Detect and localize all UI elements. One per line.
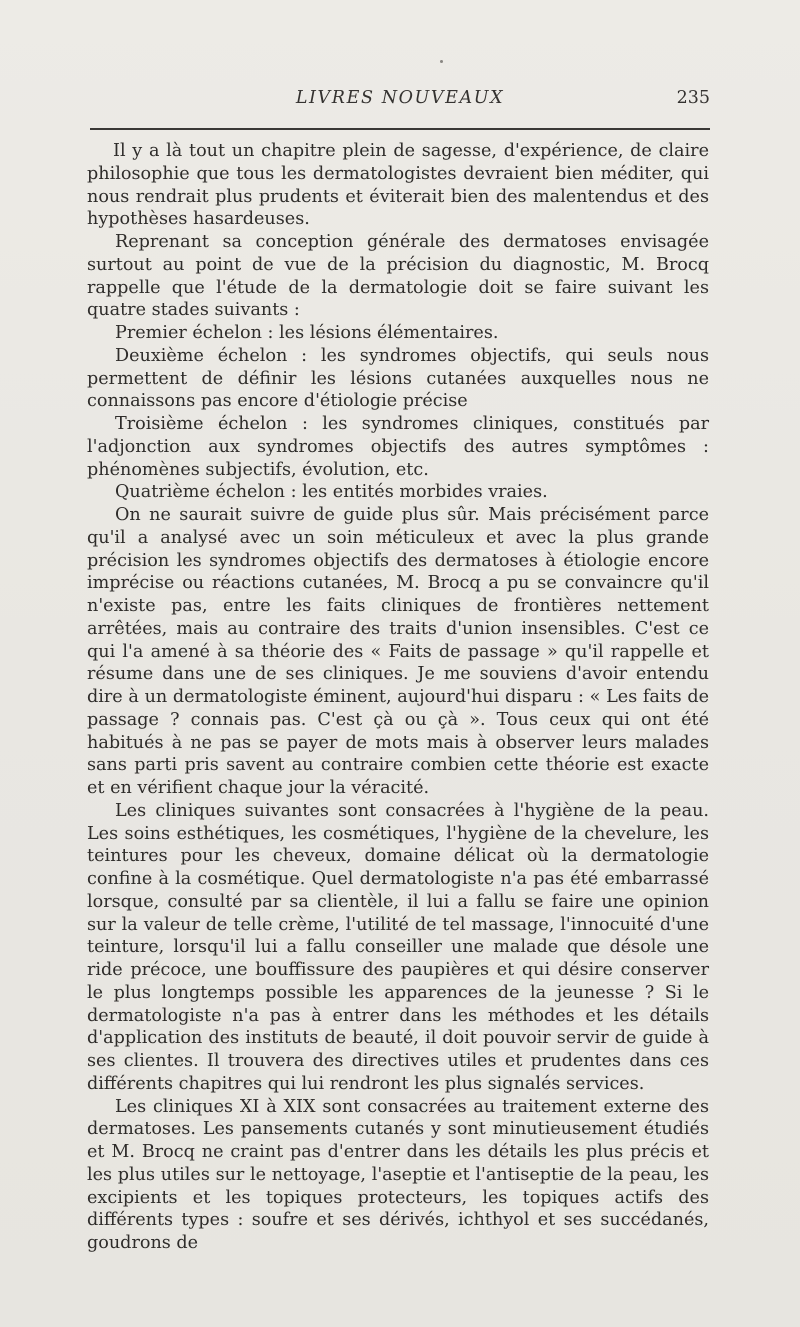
paragraph-6: Quatrième échelon : les entités morbides vraies. [115, 482, 548, 503]
page-number: 235 [676, 88, 710, 108]
paragraph-5: Troisième échelon : les syndromes cliniques, constitués par l'adjonction aux syndromes objectifs des autres symptômes : phénomènes subjectifs, évolution, etc. [87, 414, 709, 480]
paragraph-3: Premier échelon : les lésions élémentaires. [115, 323, 499, 343]
print-speck [440, 60, 443, 63]
paragraph-1: Il y a là tout un chapitre plein de sagesse, d'expérience, de claire philosophie que tous les dermatologistes devraient bien méditer, qui nous rendrait plus prudents et éviterait bien des malentendus et des hypothèses hasardeuses. [87, 141, 709, 230]
paragraph-8: Les cliniques suivantes sont consacrées à l'hygiène de la peau. Les soins esthétiques, les cosmétiques, l'hygiène de la chevelure, les teintures pour les cheveux, domaine délicat où la dermatologie confine à la cosmétique. Quel dermatologiste n'a pas été embarrassé lorsque, consulté par sa clientèle, il lui a fallu se faire une opinion sur la valeur de telle crème, l'utilité de tel massage, l'innocuité d'une teinture, lorsqu'il lui a fallu conseiller une malade que désole une ride précoce, une bouffissure des paupières et qui désire conserver le plus longtemps possible les apparences de la jeunesse ? Si le dermatologiste n'a pas à entrer dans les méthodes et les détails d'application des instituts de beauté, il doit pouvoir servir de guide à ses clientes. Il trouvera des directives utiles et prudentes dans ces différents chapitres qui lui rendront les plus signalés services. [87, 800, 709, 1094]
running-head [90, 88, 710, 118]
header-rule [90, 128, 710, 130]
paragraph-9: Les cliniques XI à XIX sont consacrées au traitement externe des dermatoses. Les pansements cutanés y sont minutieusement étudiés et M. Brocq ne craint pas d'entrer dans les détails les plus précis et les plus utiles sur le nettoyage, l'aseptie et l'antiseptie de la peau, les excipients et les topiques protecteurs, les topiques actifs des différents types : soufre et ses dérivés, ichthyol et ses succédanés, goudrons de [87, 1096, 709, 1253]
running-title: LIVRES NOUVEAUX [295, 88, 505, 108]
body-text [87, 140, 709, 1255]
paragraph-2: Reprenant sa conception générale des dermatoses envisagée surtout au point de vue de la précision du diagnostic, M. Brocq rappelle que l'étude de la dermatologie doit se faire suivant les quatre stades suivants : [87, 232, 709, 321]
paragraph-4: Deuxième échelon : les syndromes objectifs, qui seuls nous permettent de définir les lésions cutanées auxquelles nous ne connaissons pas encore d'étiologie précise [87, 345, 709, 412]
paragraph-7: On ne saurait suivre de guide plus sûr. Mais précisément parce qu'il a analysé avec un soin méticuleux et avec la plus grande précision les syndromes objectifs des dermatoses à étiologie encore imprécise ou réactions cutanées, M. Brocq a pu se convaincre qu'il n'existe pas, entre les faits cliniques de frontières nettement arrêtées, mais au contraire des traits d'union insensibles. C'est ce qui l'a amené à sa théorie des « Faits de passage » qu'il rappelle et résume dans une de ses cliniques. Je me souviens d'avoir entendu dire à un dermatologiste éminent, aujourd'hui disparu : « Les faits de passage ? connais pas. C'est çà ou çà ». Tous ceux qui ont été habitués à ne pas se payer de mots mais à observer leurs malades sans parti pris savent au contraire combien cette théorie est exacte et en vérifient chaque jour la véracité. [87, 505, 709, 798]
